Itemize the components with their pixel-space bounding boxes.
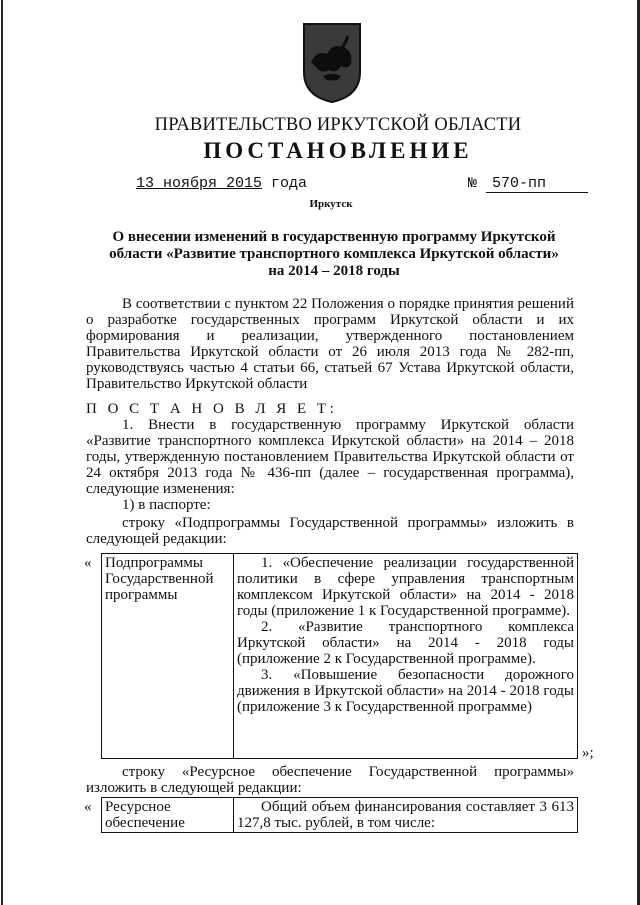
date-suffix: года [271,175,308,192]
preamble-paragraph: В соответствии с пунктом 22 Положения о порядке принятия решений о разработке государственных программ Иркутской области и их формирования и реализации, утвержденного постановлением Правительства Иркутской области от 26 июля 2013 года № 282-пп, руководствуясь частью 4 статьи 66, статьей 67 Устава Иркутской области, Правительство Иркутской области [86,296,574,392]
table-cell-content [234,554,578,759]
subprogram-item: 1. «Обеспечение реализации государственной политики в сфере управления транспортным комплексом Иркутской области» на 2014 - 2018 годы (приложение 1 к Государственной программе). [237,555,574,619]
row-instruction-2: строку «Ресурсное обеспечение Государственной программы» изложить в следующей редакции: [86,764,574,796]
title-line: области «Развитие транспортного комплекса Иркутской области» [109,246,559,262]
row-instruction-1: строку «Подпрограммы Государственной программы» изложить в следующей редакции: [86,515,574,547]
title-line: О внесении изменений в государственную программу Иркутской [112,229,556,245]
table-cell-content: Общий объем финансирования составляет 3 613 127,8 тыс. рублей, в том числе: [234,798,578,833]
subprograms-table [101,553,578,759]
number-prefix: № [468,175,478,192]
table-cell-label: Подпрограммы Государственной программы [102,554,234,759]
close-quote: »; [582,745,594,761]
open-quote: « [84,799,92,815]
date-value: 13 ноября 2015 [136,175,263,192]
item-1-paragraph: 1. Внести в государственную программу Иркутской области «Развитие транспортного комплекса Иркутской области» на 2014 – 2018 годы, утвержденную постановлением Правительства Иркутской области от 24 октября 2013 года № 436-пп (далее – государственная программа), следующие изменения: [86,417,574,497]
resources-table [101,797,578,833]
document-number [468,175,588,193]
title-line: на 2014 – 2018 годы [268,263,400,279]
open-quote: « [84,555,92,571]
subitem-1: 1) в паспорте: [122,497,211,513]
table-cell-label: Ресурсное обеспечение [102,798,234,833]
document-type: ПОСТАНОВЛЕНИЕ [203,138,473,163]
government-name: ПРАВИТЕЛЬСТВО ИРКУТСКОЙ ОБЛАСТИ [154,115,522,135]
city: Иркутск [309,198,353,210]
subprogram-item: 2. «Развитие транспортного комплекса Иркутской области» на 2014 - 2018 годы (приложение 2 к Государственной программе). [237,619,574,667]
resolves-heading: П О С Т А Н О В Л Я Е Т: [86,401,338,417]
document-date [136,175,307,192]
number-value: 570-пп [486,175,588,193]
document-title [96,229,572,280]
coat-of-arms-emblem [301,20,363,104]
subprogram-item: 3. «Повышение безопасности дорожного движения в Иркутской области» на 2014 - 2018 годы (приложение 3 к Государственной программе) [237,667,574,715]
